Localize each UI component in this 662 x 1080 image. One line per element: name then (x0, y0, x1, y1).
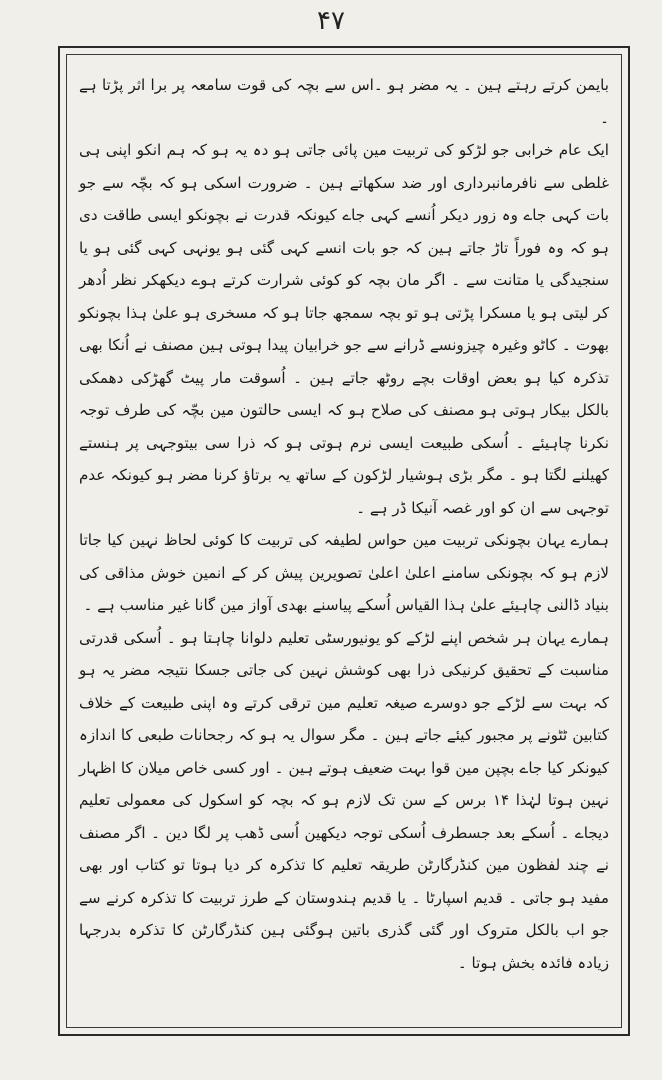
text-frame (66, 54, 622, 1028)
paragraph-4: ہمارے یہان ہر شخص اپنے لڑکے کو یونیورسٹی تعلیم دلوانا چاہتا ہو ۔ اُسکی قدرتی مناسبت کے تحقیق کرنیکی ذرا بھی کوشش نہین کی جاتی جسکا نتیجہ مضر یہ ہو کہ بہت سے لڑکے جو دوسرے صیغہ تعلیم مین ترقی کرتے وہ اپنی طبیعت کے خلاف کتابین ٹٹونے پر مجبور کیئے جاتے ہین ۔ مگر سوال یہ ہو کہ رجحانات طبعی کا اندازہ کیونکر کیا جاے بچپن مین قوا بہت ضعیف ہوتے ہین ۔ اور کسی خاص میلان کا اظہار نہین ہوتا لہٰذا ۱۴ برس کے سن تک لازم ہو کہ بچہ کو اسکول کی معمولی تعلیم دیجاے ۔ اُسکے بعد جسطرف اُسکی توجہ دیکھین اُسی ڈھب پر لگا دین ۔ اگر مصنف نے چند لفظون مین کنڈرگارٹن طریقہ تعلیم کا تذکرہ کر دیا ہوتا تو کتاب اور بھی مفید ہو جاتی ۔ قدیم اسپارٹا ۔ یا قدیم ہندوستان کے طرز تربیت کا تذکرہ کرنے سے جو اب بالکل متروک اور گئی گذری باتین ہوگئی ہین کنڈرگارٹن کا تذکرہ بدرجہا زیادہ فائدہ بخش ہوتا ۔ (79, 628, 609, 972)
paragraph-3: ہمارے یہان بچونکی تربیت مین حواس لطیفہ کی تربیت کا کوئی لحاظ نہین کیا جاتا لازم ہو کہ بچونکی سامنے اعلیٰ اعلیٰ تصویرین پیش کر کے انمین خوش مذاقی کی بنیاد ڈالنی چاہیئے علیٰ ہذا القیاس اُسکے پیاسنے بھدی آواز مین گانا غیر مناسب ہے ۔ (79, 531, 609, 614)
paragraph-2: ایک عام خرابی جو لڑکو کی تربیت مین پائی جاتی ہو دہ یہ ہو کہ ہم انکو اپنی ہی غلطی سے نافرمانبرداری اور ضد سکھاتے ہین ۔ ضرورت اسکی ہو کہ بچّہ سے جو بات کہی جاے وہ زور دیکر اُنسے کہی جاے کیونکہ قدرت نے بچونکو ایسی طاقت دی ہو کہ وہ فوراً تاڑ جاتے ہین کہ جو بات انسے کہی گئی ہو یونہی کہی گئی ہو یا سنجیدگی یا متانت سے ۔ اگر مان بچہ کو کوئی شرارت کرتے ہوے دیکھکر نظر اُدھر کر لیتی ہو یا مسکرا پڑتی ہو تو بچہ سمجھ جاتا ہو کہ مسخری ہو علیٰ ہذا بچونکو بھوت ۔ کاٹو وغیرہ چیزونسے ڈرانے سے جو خرابیان پیدا ہوتی ہین مصنف نے اُنکا بھی تذکرہ کیا ہو بعض اوقات بچے روٹھ جاتے ہین ۔ اُسوقت مار پیٹ گھڑکی دھمکی بالکل بیکار ہوتی ہو مصنف کی صلاح ہو کہ ایسی حالتون مین بچّہ کی طرف توجہ نکرنا چاہیئے ۔ اُسکی طبیعت ایسی نرم ہوتی ہو کہ ذرا سی بیتوجہی پر ہنستے کھیلنے لگتا ہو ۔ مگر بڑی ہوشیار لڑکون کے ساتھ یہ برتاؤ کرنا مضر ہو کیونکہ عدم توجہی سے ان کو اور غصہ آنیکا ڈر ہے ۔ (79, 141, 609, 517)
page-number: ۴۷ (317, 6, 345, 36)
paragraph-1: بایمن کرتے رہتے ہین ۔ یہ مضر ہو ۔اس سے بچہ کی قوت سامعہ پر برا اثر پڑتا ہے ۔ (79, 76, 609, 127)
